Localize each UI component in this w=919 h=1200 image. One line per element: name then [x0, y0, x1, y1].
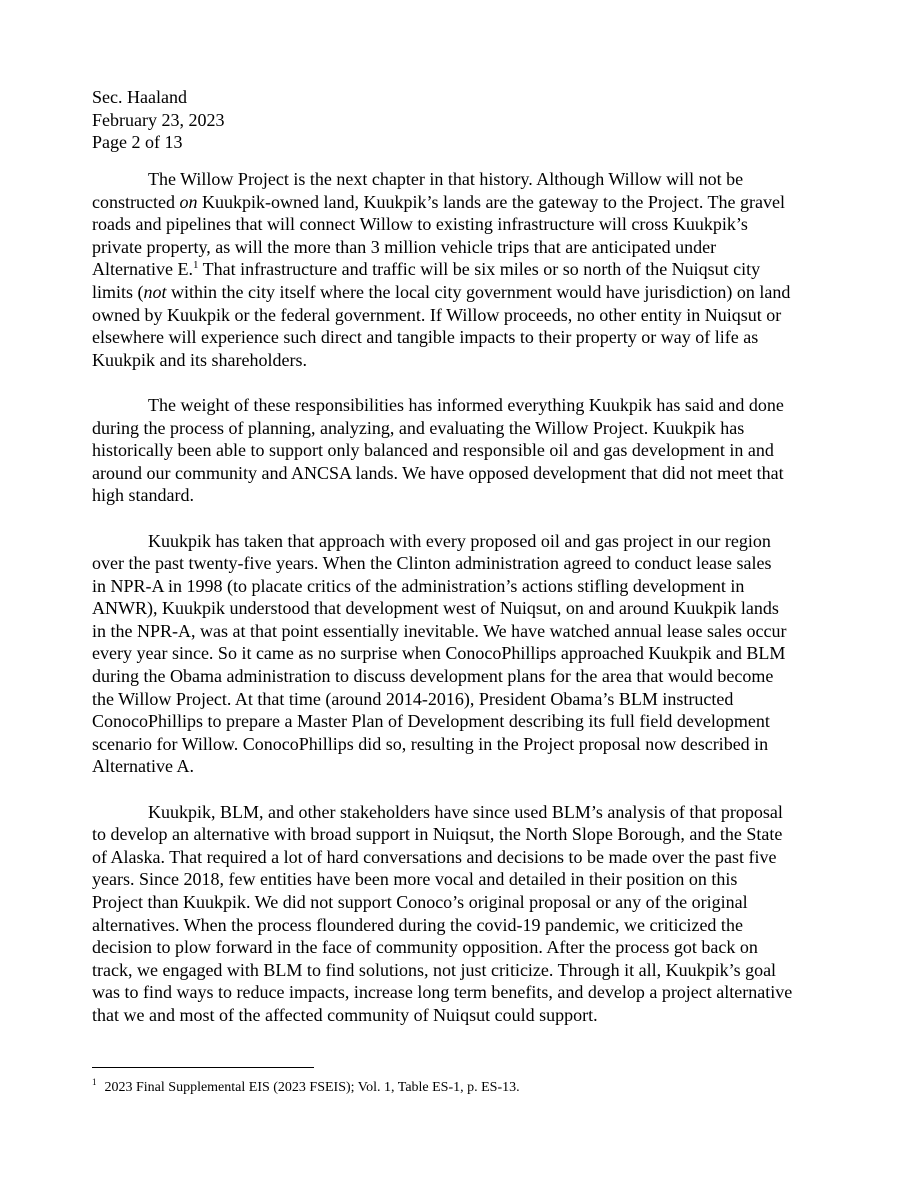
paragraph-line: owned by Kuukpik or the federal government. If Willow proceeds, no other entity in Nuiqsut or: [92, 304, 782, 325]
paragraph-line: Kuukpik has taken that approach with every proposed oil and gas project in our region: [148, 530, 771, 551]
footnote-divider: [92, 1067, 314, 1068]
body-paragraph: [92, 801, 822, 1027]
paragraph-line: in NPR-A in 1998 (to placate critics of the administration’s actions stifling development in: [92, 575, 745, 596]
paragraph-line: around our community and ANCSA lands. We have opposed development that did not meet that: [92, 462, 784, 483]
paragraph-line: The weight of these responsibilities has informed everything Kuukpik has said and done: [148, 394, 784, 415]
paragraph-line: alternatives. When the process floundered during the covid-19 pandemic, we criticized the: [92, 914, 743, 935]
paragraph-line: decision to plow forward in the face of community opposition. After the process got back on: [92, 937, 758, 958]
body-paragraph: [92, 168, 822, 371]
paragraph-line: constructed on Kuukpik-owned land, Kuukpik’s lands are the gateway to the Project. The gravel: [92, 191, 785, 212]
paragraph-line: Kuukpik, BLM, and other stakeholders have since used BLM’s analysis of that proposal: [148, 801, 783, 822]
paragraph-line: every year since. So it came as no surprise when ConocoPhillips approached Kuukpik and BLM: [92, 643, 786, 664]
paragraph-line: high standard.: [92, 485, 194, 506]
paragraph-line: ANWR), Kuukpik understood that development west of Nuiqsut, on and around Kuukpik lands: [92, 598, 779, 619]
paragraph-line: The Willow Project is the next chapter in that history. Although Willow will not be: [148, 169, 744, 189]
date-line: February 23, 2023: [92, 109, 225, 130]
paragraph-line: Kuukpik and its shareholders.: [92, 349, 307, 370]
page-number-line: Page 2 of 13: [92, 132, 183, 153]
paragraph-line: in the NPR-A, was at that point essentially inevitable. We have watched annual lease sales occur: [92, 620, 787, 641]
letter-header: [92, 86, 224, 154]
paragraph-line: elsewhere will experience such direct and tangible impacts to their property or way of life as: [92, 327, 759, 348]
paragraph-line: track, we engaged with BLM to find solutions, not just criticize. Through it all, Kuukpik’s goal: [92, 959, 777, 980]
paragraph-line: ConocoPhillips to prepare a Master Plan of Development describing its full field development: [92, 711, 770, 732]
paragraph-line: historically been able to support only balanced and responsible oil and gas development in and: [92, 440, 774, 461]
paragraph-line: over the past twenty-five years. When the Clinton administration agreed to conduct lease sales: [92, 553, 772, 574]
paragraph-line: roads and pipelines that will connect Willow to existing infrastructure will cross Kuukpik’s: [92, 214, 748, 235]
emphasis-text: not: [143, 281, 167, 302]
footnote-marker: 1: [92, 1077, 97, 1088]
recipient-line: Sec. Haaland: [92, 87, 187, 107]
paragraph-line: of Alaska. That required a lot of hard conversations and decisions to be made over the past five: [92, 846, 777, 867]
paragraph-line: Alternative E.$^1$ That infrastructure and traffic will be six miles or so north of the Nuiqsut city: [92, 259, 761, 280]
paragraph-line: during the process of planning, analyzing, and evaluating the Willow Project. Kuukpik has: [92, 417, 745, 438]
body-paragraph: [92, 530, 822, 779]
footnote: [92, 1079, 520, 1097]
letter-body: [92, 168, 822, 1049]
paragraph-line: that we and most of the affected community of Nuiqsut could support.: [92, 1004, 598, 1025]
emphasis-text: on: [179, 191, 198, 212]
paragraph-line: the Willow Project. At that time (around 2014-2016), President Obama’s BLM instructed: [92, 688, 734, 709]
paragraph-line: Project than Kuukpik. We did not support Conoco’s original proposal or any of the original: [92, 892, 748, 912]
body-paragraph: [92, 394, 822, 507]
paragraph-line: Alternative A.: [92, 756, 194, 777]
paragraph-line: limits (not within the city itself where the local city government would have jurisdiction) on land: [92, 281, 791, 302]
paragraph-line: scenario for Willow. ConocoPhillips did so, resulting in the Project proposal now described in: [92, 733, 769, 754]
paragraph-line: during the Obama administration to discuss development plans for the area that would become: [92, 666, 774, 687]
paragraph-line: private property, as will the more than 3 million vehicle trips that are anticipated under: [92, 236, 717, 257]
paragraph-line: to develop an alternative with broad support in Nuiqsut, the North Slope Borough, and the State: [92, 824, 783, 845]
paragraph-line: was to find ways to reduce impacts, increase long term benefits, and develop a project alternative: [92, 982, 793, 1003]
footnote-text: 2023 Final Supplemental EIS (2023 FSEIS); Vol. 1, Table ES-1, p. ES-13.: [104, 1080, 520, 1095]
paragraph-line: years. Since 2018, few entities have been more vocal and detailed in their position on this: [92, 869, 738, 890]
footnote-reference[interactable]: 1: [192, 259, 199, 272]
